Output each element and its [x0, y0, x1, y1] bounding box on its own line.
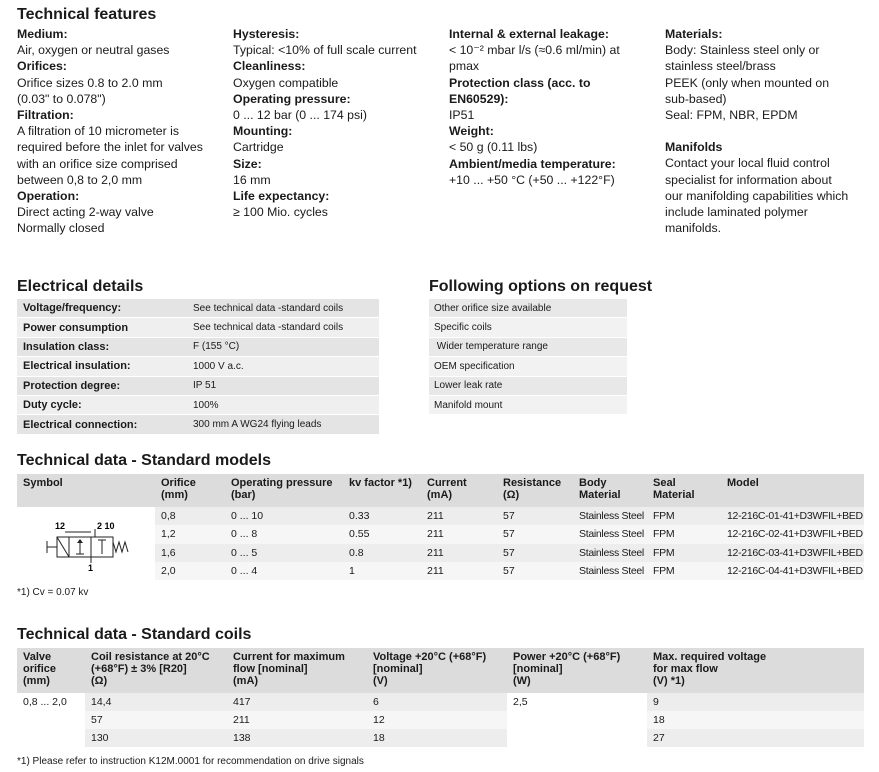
table-row: [17, 357, 379, 376]
resistance-cell: 57: [497, 525, 573, 543]
row-key: Protection degree:: [17, 376, 187, 395]
feature-label: Size:: [233, 156, 262, 171]
row-value: 1000 V a.c.: [187, 357, 379, 376]
seal-material-cell: FPM: [647, 562, 721, 580]
feature-label: Weight:: [449, 124, 494, 139]
feature-value: IP51: [449, 108, 475, 123]
feature-value: ≥ 100 Mio. cycles: [233, 205, 328, 220]
port-label-2-10: 2 10: [97, 521, 115, 531]
feature-label: Protection class (acc. to EN60529):: [449, 75, 591, 106]
current-cell: 211: [421, 525, 497, 543]
column-header: Operating pressure (bar): [225, 474, 343, 507]
orifice-cell: 2,0: [155, 562, 225, 580]
features-column-1: [17, 26, 203, 237]
table-row: [429, 395, 627, 414]
resistance-cell: 57: [497, 562, 573, 580]
option-item: Wider temperature range: [429, 337, 627, 356]
feature-value: Direct acting 2-way valve Normally closed: [17, 205, 154, 236]
pressure-cell: 0 ... 5: [225, 544, 343, 562]
row-value: F (155 °C): [187, 337, 379, 356]
feature-label: Operating pressure:: [233, 91, 351, 106]
option-item: Manifold mount: [429, 395, 627, 414]
feature-label: Life expectancy:: [233, 189, 330, 204]
column-header: Current for maximum flow [nominal] (mA): [227, 648, 367, 693]
voltage-cell: 12: [367, 711, 507, 729]
valve-symbol: [17, 507, 155, 580]
max-voltage-cell: 9: [647, 693, 864, 711]
kv-cell: 1: [343, 562, 421, 580]
column-header: Seal Material: [647, 474, 721, 507]
column-header: Orifice (mm): [155, 474, 225, 507]
option-item: Lower leak rate: [429, 376, 627, 395]
feature-label: Internal & external leakage:: [449, 27, 609, 41]
standard-coils-title: Technical data - Standard coils: [17, 626, 252, 643]
feature-value: Air, oxygen or neutral gases: [17, 43, 170, 58]
feature-value: < 50 g (0.11 lbs): [449, 140, 538, 155]
technical-features-title: Technical features: [17, 6, 157, 23]
kv-cell: 0.55: [343, 525, 421, 543]
row-key: Power consumption: [17, 318, 187, 337]
row-value: IP 51: [187, 376, 379, 395]
column-header: Symbol: [17, 474, 155, 507]
feature-label: Hysteresis:: [233, 27, 300, 41]
column-header: Power +20°C (+68°F) [nominal] (W): [507, 648, 647, 693]
column-header: Valve orifice (mm): [17, 648, 85, 693]
row-key: Voltage/frequency:: [17, 299, 187, 318]
feature-value: +10 ... +50 °C (+50 ... +122°F): [449, 172, 615, 187]
feature-value: Cartridge: [233, 140, 284, 155]
feature-label: Cleanliness:: [233, 59, 306, 74]
table-row: [17, 337, 379, 356]
row-value: See technical data -standard coils: [187, 299, 379, 318]
orifice-cell: 1,6: [155, 544, 225, 562]
coils-footnote: *1) Please refer to instruction K12M.0001 for recommendation on drive signals: [17, 756, 364, 767]
feature-value: 16 mm: [233, 172, 271, 187]
max-voltage-cell: 27: [647, 729, 864, 747]
option-item: Other orifice size available: [429, 299, 627, 318]
option-item: Specific coils: [429, 318, 627, 337]
max-flow-current-cell: 417: [227, 693, 367, 711]
column-header: Max. required voltage for max flow (V) *1): [647, 648, 864, 693]
kv-cell: 0.8: [343, 544, 421, 562]
row-value: See technical data -standard coils: [187, 318, 379, 337]
feature-value: A filtration of 10 micrometer is required before the inlet for valves with an orifice size comprised between 0,8 to 2,0 mm: [17, 124, 203, 187]
coil-resistance-cell: 130: [85, 729, 227, 747]
feature-label: Materials:: [665, 27, 723, 41]
current-cell: 211: [421, 562, 497, 580]
feature-value: < 10⁻² mbar l/s (≈0.6 ml/min) at pmax: [449, 43, 620, 74]
features-column-4: [665, 26, 848, 236]
options-title: Following options on request: [429, 278, 653, 295]
electrical-details-title: Electrical details: [17, 278, 144, 295]
current-cell: 211: [421, 544, 497, 562]
max-flow-current-cell: 138: [227, 729, 367, 747]
valve-orifice-cell: 0,8 ... 2,0: [17, 693, 85, 747]
column-header: Body Material: [573, 474, 647, 507]
model-cell: 12-216C-04-41+D3WFIL+BED: [721, 562, 864, 580]
pressure-cell: 0 ... 10: [225, 507, 343, 525]
table-header-row: [17, 474, 864, 507]
features-column-2: [233, 26, 417, 220]
feature-label: Manifolds: [665, 140, 723, 155]
table-row: [17, 376, 379, 395]
column-header: Model: [721, 474, 864, 507]
model-cell: 12-216C-03-41+D3WFIL+BED: [721, 544, 864, 562]
standard-models-table: [17, 474, 864, 580]
max-voltage-cell: 18: [647, 711, 864, 729]
table-row: [17, 395, 379, 414]
body-material-cell: Stainless Steel: [573, 525, 647, 543]
option-item: OEM specification: [429, 357, 627, 376]
standard-coils-table: [17, 648, 864, 747]
body-material-cell: Stainless Steel: [573, 562, 647, 580]
table-row: [17, 729, 864, 747]
pressure-cell: 0 ... 4: [225, 562, 343, 580]
port-label-12: 12: [55, 521, 66, 531]
model-cell: 12-216C-02-41+D3WFIL+BED: [721, 525, 864, 543]
current-cell: 211: [421, 507, 497, 525]
options-table: [429, 299, 627, 415]
voltage-cell: 6: [367, 693, 507, 711]
resistance-cell: 57: [497, 507, 573, 525]
electrical-details-table: [17, 299, 379, 435]
row-key: Duty cycle:: [17, 395, 187, 414]
coil-resistance-cell: 57: [85, 711, 227, 729]
table-header-row: [17, 648, 864, 693]
pressure-cell: 0 ... 8: [225, 525, 343, 543]
feature-label: Filtration:: [17, 108, 74, 123]
orifice-cell: 1,2: [155, 525, 225, 543]
table-row: [17, 693, 864, 711]
feature-value: Body: Stainless steel only or stainless steel/brass PEEK (only when mounted on sub-based) Seal: FPM, NBR, EPDM: [665, 43, 830, 123]
body-material-cell: Stainless Steel: [573, 544, 647, 562]
feature-value: Oxygen compatible: [233, 75, 339, 90]
resistance-cell: 57: [497, 544, 573, 562]
feature-value: Typical: <10% of full scale current: [233, 43, 417, 58]
power-cell: 2,5: [507, 693, 647, 747]
port-label-1: 1: [88, 563, 94, 573]
table-row: [429, 318, 627, 337]
valve-symbol-icon: [17, 507, 149, 577]
table-row: [17, 507, 864, 525]
feature-label: Orifices:: [17, 59, 67, 74]
model-cell: 12-216C-01-41+D3WFIL+BED: [721, 507, 864, 525]
row-value: 300 mm A WG24 flying leads: [187, 415, 379, 434]
feature-label: Mounting:: [233, 124, 293, 139]
feature-label: Medium:: [17, 27, 68, 41]
feature-value: Orifice sizes 0.8 to 2.0 mm (0.03" to 0.078"): [17, 75, 163, 106]
max-flow-current-cell: 211: [227, 711, 367, 729]
row-key: Electrical connection:: [17, 415, 187, 434]
feature-label: Ambient/media temperature:: [449, 156, 616, 171]
table-row: [429, 357, 627, 376]
column-header: Resistance (Ω): [497, 474, 573, 507]
column-header: kv factor *1): [343, 474, 421, 507]
table-row: [17, 299, 379, 318]
table-row: [17, 415, 379, 434]
kv-cell: 0.33: [343, 507, 421, 525]
models-footnote: *1) Cv = 0.07 kv: [17, 587, 89, 598]
standard-models-title: Technical data - Standard models: [17, 452, 271, 469]
column-header: Coil resistance at 20°C (+68°F) ± 3% [R20] (Ω): [85, 648, 227, 693]
table-row: [17, 318, 379, 337]
row-key: Electrical insulation:: [17, 357, 187, 376]
seal-material-cell: FPM: [647, 507, 721, 525]
seal-material-cell: FPM: [647, 544, 721, 562]
table-row: [429, 299, 627, 318]
table-row: [429, 376, 627, 395]
feature-value: Contact your local fluid control specialist for information about our manifolding capabilities which include laminated polymer manifolds.: [665, 156, 849, 236]
table-row: [17, 711, 864, 729]
features-column-3: [449, 26, 620, 188]
seal-material-cell: FPM: [647, 525, 721, 543]
orifice-cell: 0,8: [155, 507, 225, 525]
row-key: Insulation class:: [17, 337, 187, 356]
row-value: 100%: [187, 395, 379, 414]
body-material-cell: Stainless Steel: [573, 507, 647, 525]
column-header: Current (mA): [421, 474, 497, 507]
column-header: Voltage +20°C (+68°F) [nominal] (V): [367, 648, 507, 693]
table-row: [429, 337, 627, 356]
feature-value: 0 ... 12 bar (0 ... 174 psi): [233, 108, 367, 123]
voltage-cell: 18: [367, 729, 507, 747]
coil-resistance-cell: 14,4: [85, 693, 227, 711]
feature-label: Operation:: [17, 189, 80, 204]
